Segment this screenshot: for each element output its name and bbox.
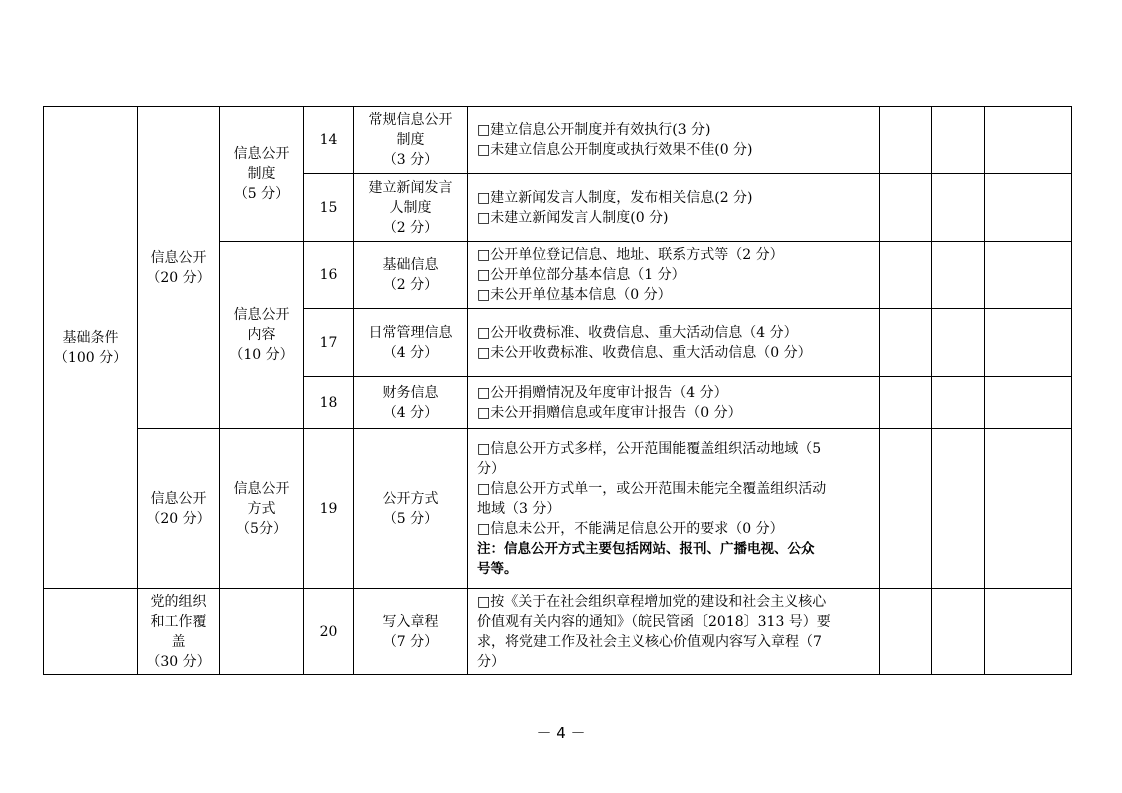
category-name: 基础条件 xyxy=(62,329,119,346)
row-number: 16 xyxy=(304,242,354,309)
table-row xyxy=(44,107,1072,174)
indicator-cell: 信息公开 内容 （10 分） xyxy=(220,242,304,429)
description-cell: □公开捐赠情况及年度审计报告（4 分） □未公开捐赠信息或年度审计报告（0 分） xyxy=(468,377,880,429)
description-cell: □公开收费标准、收费信息、重大活动信息（4 分） □未公开收费标准、收费信息、重大活动信息（0 分） xyxy=(468,309,880,377)
subcategory-cell: 信息公开 （20 分） xyxy=(138,107,220,429)
item-cell: 基础信息 （2 分） xyxy=(354,242,468,309)
remark-cell-empty xyxy=(985,107,1072,174)
item-cell: 建立新闻发言 人制度 （2 分） xyxy=(354,174,468,242)
indicator-cell-empty xyxy=(220,589,304,675)
row-number: 17 xyxy=(304,309,354,377)
category-cell xyxy=(44,107,138,589)
score-cell-empty xyxy=(932,107,985,174)
row-number: 14 xyxy=(304,107,354,174)
page-number: － 4 － xyxy=(536,724,586,742)
item-cell: 日常管理信息 （4 分） xyxy=(354,309,468,377)
item-cell: 财务信息 （4 分） xyxy=(354,377,468,429)
subcategory-cell: 信息公开 （20 分） xyxy=(138,429,220,589)
row-number: 15 xyxy=(304,174,354,242)
indicator-cell: 信息公开 制度 （5 分） xyxy=(220,107,304,242)
indicator-cell: 信息公开 方式 （5分） xyxy=(220,429,304,589)
row-number: 19 xyxy=(304,429,354,589)
note-text: 注：信息公开方式主要包括网站、报刊、广播电视、公众 xyxy=(477,540,815,557)
table-row xyxy=(44,429,1072,589)
note-text: 号等。 xyxy=(477,560,518,577)
description-cell: □公开单位登记信息、地址、联系方式等（2 分） □公开单位部分基本信息（1 分） □未公开单位基本信息（0 分） xyxy=(468,242,880,309)
evaluation-table xyxy=(43,106,1072,675)
item-cell: 公开方式 （5 分） xyxy=(354,429,468,589)
category-score: （100 分） xyxy=(53,349,128,366)
subcategory-cell: 党的组织 和工作覆 盖 （30 分） xyxy=(138,589,220,675)
description-cell: □按《关于在社会组织章程增加党的建设和社会主义核心 价值观有关内容的通知》（皖民管函〔2018〕313 号）要 求，将党建工作及社会主义核心价值观内容写入章程（7 分） xyxy=(468,589,880,675)
description-cell: □建立新闻发言人制度，发布相关信息(2 分) □未建立新闻发言人制度(0 分) xyxy=(468,174,880,242)
description-cell: □建立信息公开制度并有效执行(3 分) □未建立信息公开制度或执行效果不佳(0 分) xyxy=(468,107,880,174)
item-cell: 常规信息公开 制度 （3 分） xyxy=(354,107,468,174)
description-cell: □信息公开方式多样，公开范围能覆盖组织活动地域（5 分） □信息公开方式单一，或公开范围未能完全覆盖组织活动 地域（3 分） □信息未公开，不能满足信息公开的要求（0 分） 注：信息公开方式主要包括网站、报刊、广播电视、公众 号等。 xyxy=(468,429,880,589)
row-number: 18 xyxy=(304,377,354,429)
table-row xyxy=(44,589,1072,675)
category-cell-empty xyxy=(44,589,138,675)
row-number: 20 xyxy=(304,589,354,675)
item-cell: 写入章程 （7 分） xyxy=(354,589,468,675)
score-cell-empty xyxy=(880,107,932,174)
